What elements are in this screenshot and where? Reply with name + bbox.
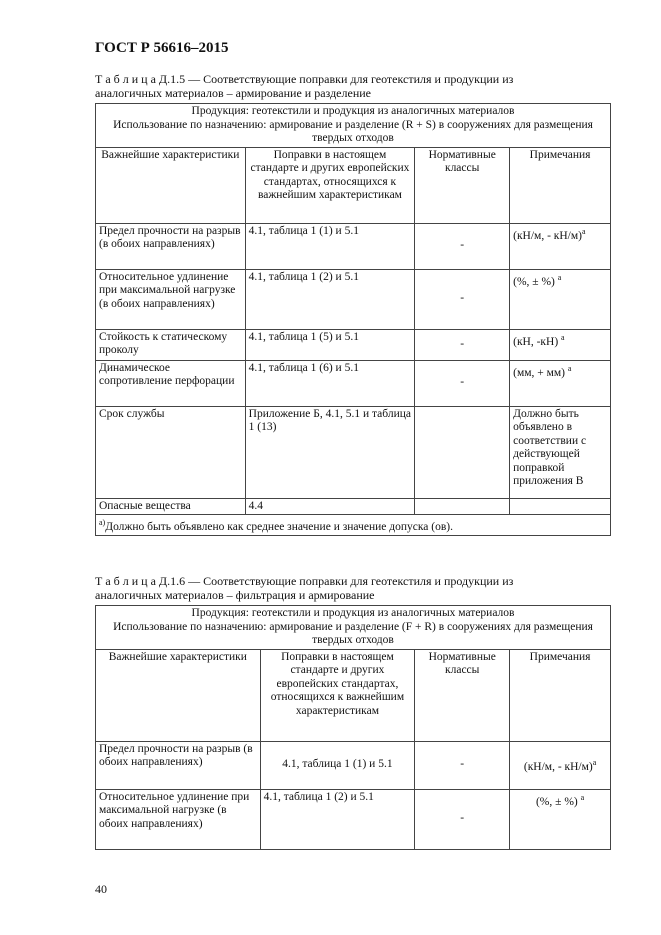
table2 <box>95 605 611 850</box>
table1-caption <box>95 72 611 100</box>
table2-col-classes: Нормативные классы <box>415 649 510 741</box>
row-reference: Приложение Б, 4.1, 5.1 и таблица 1 (13) <box>245 406 415 498</box>
row-reference: 4.1, таблица 1 (1) и 5.1 <box>260 741 415 789</box>
table1-col-characteristics: Важнейшие характеристики <box>96 147 246 223</box>
row-characteristic: Предел прочности на разрыв (в обоих направлениях) <box>96 741 261 789</box>
row-note: (кН/м, - кН/м)$^а$ <box>510 223 611 269</box>
row-note: (мм, + мм) $^а$ <box>510 360 611 406</box>
row-reference: 4.1, таблица 1 (2) и 5.1 <box>245 269 415 329</box>
document-header: ГОСТ Р 56616–2015 <box>95 40 229 56</box>
table1-col-references: Поправки в настоящем стандарте и других европейских стандартах, относящихся к важнейшим характеристикам <box>245 147 415 223</box>
row-class <box>415 498 510 515</box>
row-class: - <box>415 789 510 849</box>
row-reference: 4.1, таблица 1 (2) и 5.1 <box>260 789 415 849</box>
row-reference: 4.4 <box>245 498 415 515</box>
table1-caption-line2: аналогичных материалов – армирование и разделение <box>95 86 371 100</box>
row-characteristic: Срок службы <box>96 406 246 498</box>
table1 <box>95 103 611 536</box>
page-number: 40 <box>95 882 107 896</box>
table2-caption <box>95 574 611 602</box>
table-row <box>96 360 611 406</box>
table1-product: Продукция: геотекстили и продукция из аналогичных материалов <box>191 105 515 117</box>
row-reference: 4.1, таблица 1 (1) и 5.1 <box>245 223 415 269</box>
table2-caption-line2: аналогичных материалов – фильтрация и армирование <box>95 588 375 602</box>
row-note: (кН, -кН) $^а$ <box>510 329 611 360</box>
row-class: - <box>415 741 510 789</box>
table-row <box>96 269 611 329</box>
table1-product-cell <box>96 104 611 148</box>
table2-col-characteristics: Важнейшие характеристики <box>96 649 261 741</box>
table1-col-notes: Примечания <box>510 147 611 223</box>
table2-product: Продукция: геотекстили и продукция из аналогичных материалов <box>191 607 515 619</box>
table-row <box>96 223 611 269</box>
row-note: Должно быть объявлено в соответствии с действующей поправкой приложения В <box>510 406 611 498</box>
table-row <box>96 498 611 515</box>
table-row <box>96 789 611 849</box>
row-class <box>415 406 510 498</box>
row-characteristic: Стойкость к статическому проколу <box>96 329 246 360</box>
row-class: - <box>415 360 510 406</box>
table2-product-cell <box>96 606 611 650</box>
row-class: - <box>415 269 510 329</box>
table2-col-references: Поправки в настоящем стандарте и других европейских стандартах, относящихся к важнейшим характеристикам <box>260 649 415 741</box>
table2-usage: Использование по назначению: армирование и разделение (F + R) в сооружениях для размещения твердых отходов <box>113 620 593 646</box>
row-reference: 4.1, таблица 1 (5) и 5.1 <box>245 329 415 360</box>
row-class: - <box>415 329 510 360</box>
table1-caption-line1: Т а б л и ц а Д.1.5 — Соответствующие поправки для геотекстиля и продукции из <box>95 72 514 86</box>
row-characteristic: Динамическое сопротивление перфорации <box>96 360 246 406</box>
table1-col-classes: Нормативные классы <box>415 147 510 223</box>
table-row <box>96 741 611 789</box>
table1-usage: Использование по назначению: армирование и разделение (R + S) в сооружениях для размещения твердых отходов <box>113 118 593 144</box>
row-reference: 4.1, таблица 1 (6) и 5.1 <box>245 360 415 406</box>
row-characteristic: Относительное удлинение при максимальной нагрузке (в обоих направлениях) <box>96 269 246 329</box>
table2-col-notes: Примечания <box>510 649 611 741</box>
table-row <box>96 329 611 360</box>
row-characteristic: Предел прочности на разрыв (в обоих направлениях) <box>96 223 246 269</box>
row-class: - <box>415 223 510 269</box>
row-note: (кН/м, - кН/м)$^а$ <box>510 741 611 789</box>
row-characteristic: Опасные вещества <box>96 498 246 515</box>
table1-footnote: $^{а)}$Должно быть объявлено как среднее значение и значение допуска (ов). <box>96 515 611 536</box>
table2-caption-line1: Т а б л и ц а Д.1.6 — Соответствующие поправки для геотекстиля и продукции из <box>95 574 514 588</box>
row-note: (%, ± %) $^а$ <box>510 269 611 329</box>
row-note <box>510 498 611 515</box>
row-characteristic: Относительное удлинение при максимальной нагрузке (в обоих направлениях) <box>96 789 261 849</box>
footnote-mark: а) <box>99 518 106 527</box>
table-row <box>96 406 611 498</box>
row-note: (%, ± %) $^а$ <box>510 789 611 849</box>
